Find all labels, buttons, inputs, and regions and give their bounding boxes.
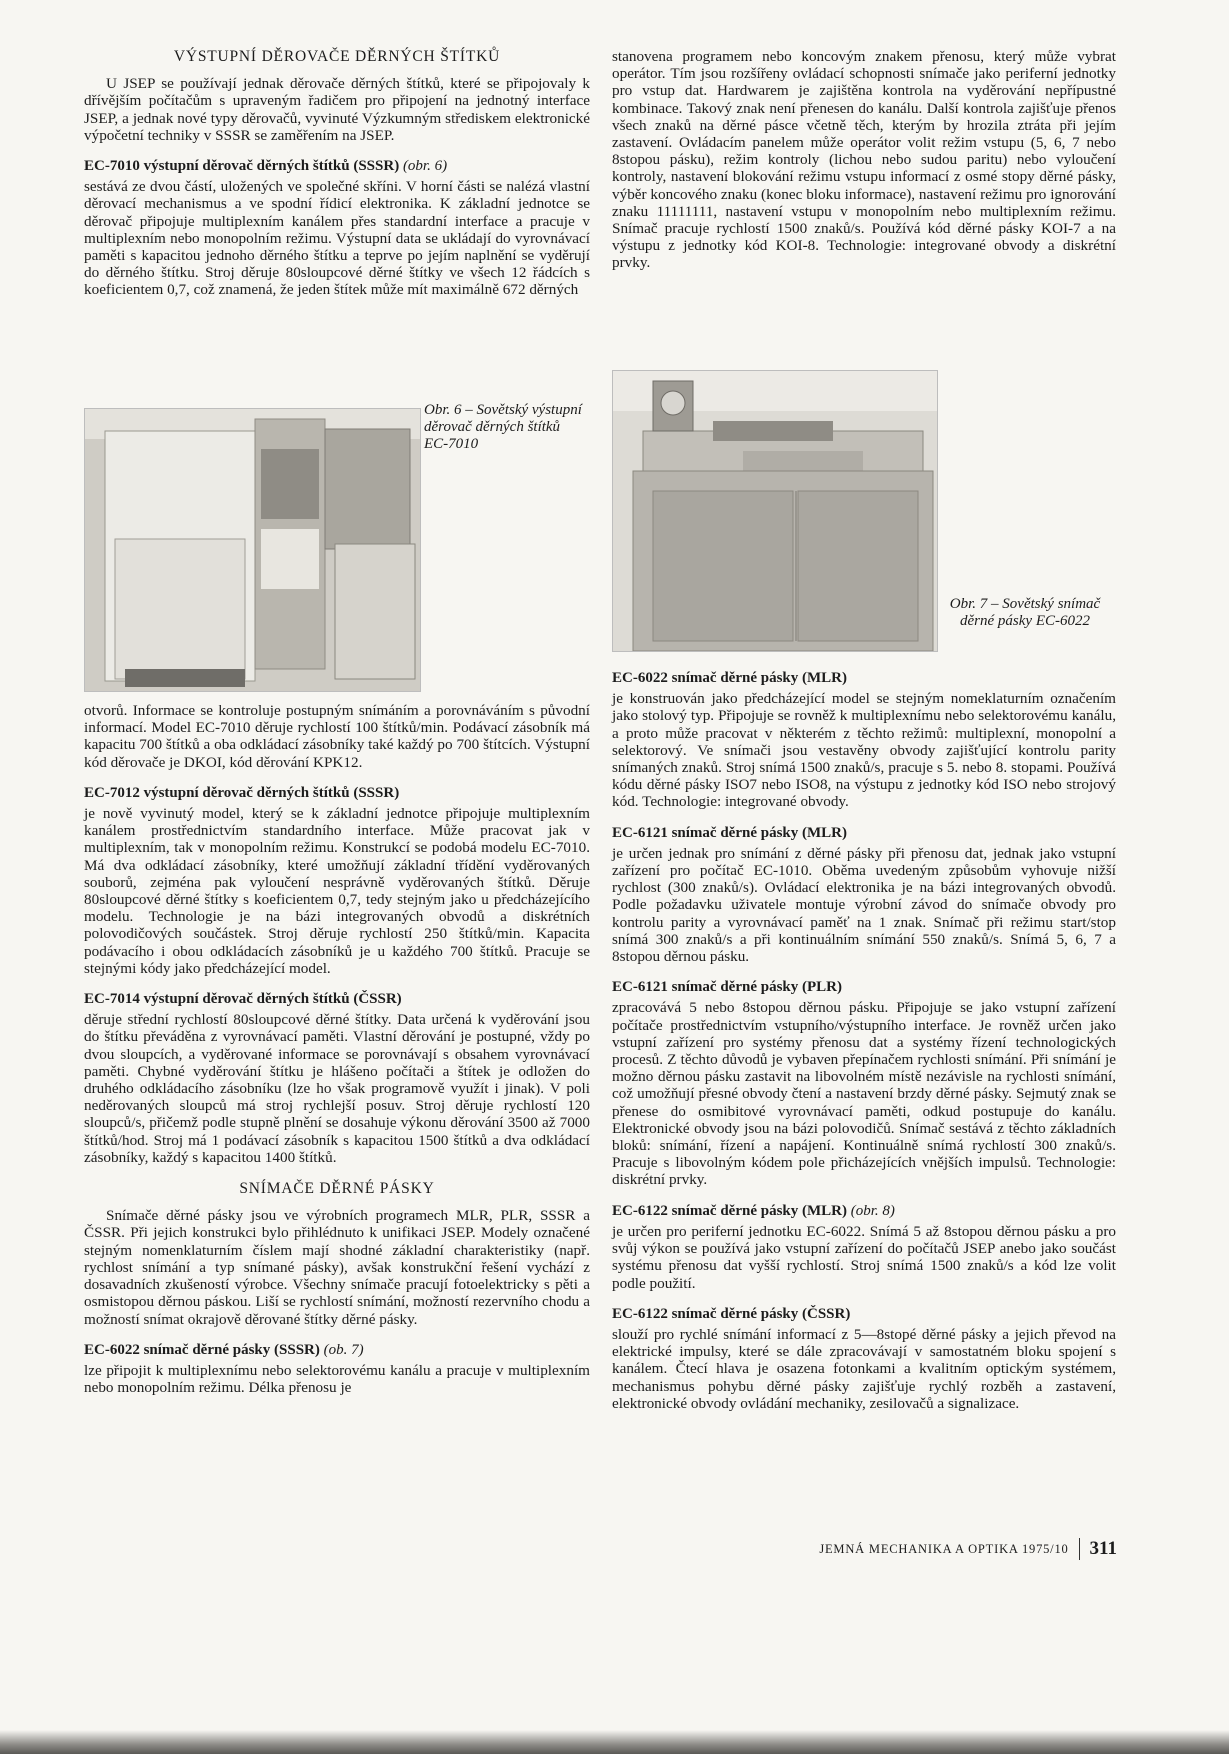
heading-ec7010 — [84, 158, 590, 175]
right-column-top — [612, 48, 1116, 280]
heading-ec7012: EC-7012 výstupní děrovač děrných štítků (SSSR) — [84, 784, 400, 801]
heading-ec7010-label: EC-7010 výstupní děrovač děrných štítků (SSSR) — [84, 158, 400, 175]
ec7014-paragraph: děruje střední rychlostí 80sloupcové děrné štítky. Data určená k vyděrování jsou do štítku převáděna z vyrovnávací paměti. Vlastní děrování je postupné, vždy po dvou sloupcích, a vyděrované informace se porovnávají s obsahem vyrovnávací paměti. Chybné vyděrování štítku je hlášeno počítači a štítek je odložen do druhého odkládacího zásobníku (lze ho však programově využít i jinak). V poli neděrovaných sloupců má stroj rychlejší posuv. Stroj děruje rychlostí 120 sloupců/s, přičemž podle stupně plnění se dosahuje výkonu děrování 3500 až 7000 štítků/hod. Stroj má 1 podávací zásobník s kapacitou 1500 štítků a dva odkládací zásobníky, každý s kapacitou 1400 štítků. — [84, 1011, 590, 1166]
page-number: 311 — [1089, 1538, 1117, 1559]
left-column-bottom — [84, 702, 590, 1404]
heading-ec6022-sssr-ref: (ob. 7) — [323, 1341, 364, 1358]
heading-ec6121-mlr: EC-6121 snímač děrné pásky (MLR) — [612, 824, 847, 841]
ec7010-paragraph: sestává ze dvou částí, uložených ve společné skříni. V horní části se nalézá vlastní děrovací mechanismus a ve spodní řídicí elektronika. K základní jednotce se děrovač připojuje multiplexním kanálem přes standardní interface a pracuje v multiplexním nebo monopolním režimu. Výstupní data se ukládají do vyrovnávací paměti s kapacitou jednoho děrného štítku a teprve po jejím naplnění se vyděrují do děrného štítku. Stroj děruje 80sloupcové děrné štítky ve všech 12 řádcích s koeficientem 0,7, což znamená, že jeden štítek může mít maximálně 672 děrných — [84, 178, 590, 299]
heading-ec6022-sssr-label: EC-6022 snímač děrné pásky (SSSR) — [84, 1341, 320, 1358]
tape-readers-intro: Snímače děrné pásky jsou ve výrobních programech MLR, PLR, SSSR a ČSSR. Při jejich konstrukci bylo přihlédnuto k unifikaci JSEP. Modely označené stejným nomenklaturním číslem mají shodné základní charakteristiky (např. rychlost snímání a typ snímané pásky), avšak konstrukční řešení vychází z dosavadních zkušeností výrobce. Všechny snímače pracují fotoelektricky s pěti a osmistopou děrnou páskou. Liší se rychlostí snímání, možností rezervního chodu a možností snímat okrajově děrované štítky děrné pásky. — [84, 1207, 590, 1328]
card-punch-illustration — [85, 409, 420, 691]
section-title-tape-readers: SNÍMAČE DĚRNÉ PÁSKY — [239, 1180, 435, 1198]
figure-7-caption: Obr. 7 – Sovětský snímač děrné pásky EC-6022 — [949, 596, 1101, 629]
tape-reader-illustration — [613, 371, 937, 651]
journal-name: JEMNÁ MECHANIKA A OPTIKA 1975/10 — [819, 1541, 1069, 1556]
ec7010-continued: otvorů. Informace se kontroluje postupným snímáním a porovnáváním s původní informací. Model EC-7010 děruje rychlostí 100 štítků/min. Podávací zásobník má kapacitu 700 štítků a oba odkládací zásobníky také každý po 700 štítcích. Výstupní kód děrovače je DKOI, kód děrování KPK12. — [84, 702, 590, 771]
figure-7-photo — [612, 370, 938, 652]
figure-6-photo — [84, 408, 421, 692]
left-column-top — [84, 48, 590, 307]
ec6122-mlr-paragraph: je určen pro periferní jednotku EC-6022. Snímá 5 až 8stopou děrnou pásku a pro svůj výkon se používá jako vstupní zařízení do počítačů JSEP anebo jako součást systému přenosu dat vyšší rychlostí. Stroj snímá 1500 znaků/s a kód lze volit podle použití. — [612, 1222, 1116, 1292]
page-footer — [819, 1538, 1117, 1560]
heading-ec6122-mlr — [612, 1203, 1116, 1220]
ec6022-mlr-paragraph: je konstruován jako předcházející model se stejným nomeklaturním označením jako stolový typ. Připojuje se rovněž k multiplexnímu nebo selektorovému kanálu, a proto může pracovat v některém z těchto režimů: multiplexní, monopolní a selektorový. Ve snímači jsou vestavěny obvody zajišťující kontrolu parity snímaných znaků. Stroj snímá 1500 znaků/s, pracuje s 5. nebo 8. stopami. Používá kódu děrné pásky ISO7 nebo ISO8, na výstupu z jednotky kód ISO nebo strojový kód. Technologie: integrované obvody. — [612, 690, 1116, 811]
ec6022-sssr-continued: stanovena programem nebo koncovým znakem přenosu, který může vybrat operátor. Tím jsou rozšířeny ovládací schopnosti snímače jako periferní jednotky pro vstup dat. Hardwarem je zajištěna kontrola na vyděrování nepřípustné kombinace. Takový znak není přenesen do kanálu. Další kontrola zajišťuje přenos všech znaků na děrné pásce včetně těch, kterým by hrozila ztráta při jejím zastavení. Ovládacím panelem může operátor volit režim vstupu (5, 6, 7 nebo 8stopou pásku), režim kontroly (lichou nebo sudou paritu) nebo vyloučení kontroly, nastavení blokování režimu vstupu informací z osmé stopy děrné pásky, výběr koncového znaku (konec bloku informace), nastavení režimu pro ignorování znaku 11111111, nastavení vstupu v monopolním nebo multiplexním režimu. Snímač pracuje rychlostí 1500 znaků/s. Používá kód děrné pásky KOI-7 a na výstupu z jednotky kód KOI-8. Technologie: integrované obvody a diskrétní prvky. — [612, 48, 1116, 272]
ec7012-paragraph: je nově vyvinutý model, který se k základní jednotce připojuje multiplexním kanálem prostřednictvím standardního interface. Může pracovat jak v multiplexním, tak v monopolním režimu. Konstrukcí se podobá modelu EC-7010. Má dva odkládací zásobníky, které umožňují základní třídění vyděrovaných souborů, zejména pak vyloučení nesprávně vyděrovaných štítků. Děruje 80sloupcové děrné štítky s koeficientem 0,7, tedy stejným jako u předcházejícího modelu. Technologie je na bázi integrovaných obvodů a diskrétních polovodičových součástek. Stroj děruje rychlostí 250 štítků/min. Kapacita podávacího i obou odkládacích zásobníků je u každého 700 štítků. Pracuje se stejnými kódy jako předcházející model. — [84, 805, 590, 977]
ec6121-mlr-paragraph: je určen jednak pro snímání z děrné pásky při přenosu dat, jednak jako vstupní zařízení pro počítač EC-1010. Oběma uvedeným způsobům vyhovuje nižší rychlost (300 znaků/s). Ovládací elektronika je na bázi integrovaných obvodů. Podle požadavku uživatele montuje výrobní závod do snímače obvody pro kontrolu parity a vyrovnávací paměť na 1 znak. Snímač při režimu start/stop snímá 300 znaků/s a při kontinuálním snímání 550 znaků/s. Snímá 5, 6, 7 a 8stopou děrnou pásku. — [612, 844, 1116, 966]
heading-ec6121-plr: EC-6121 snímač děrné pásky (PLR) — [612, 979, 843, 996]
ec6122-cssr-paragraph: slouží pro rychlé snímání informací z 5—8stopé děrné pásky a jejich převod na elektrické impulsy, které se dále zpracovávají v samostatném bloku spojení s kanálem. Čtecí hlava je osazena fotonkami a kvalitním optickým systémem, mechanismus pohybu děrné pásky zajišťuje rychlý rozběh a zastavení, elektronické obvody ovládání mechaniky, zesilovačů a signalizace. — [612, 1325, 1116, 1412]
heading-ec6022-mlr: EC-6022 snímač děrné pásky (MLR) — [612, 670, 847, 686]
ec6121-plr-paragraph: zpracovává 5 nebo 8stopou děrnou pásku. Připojuje se jako vstupní zařízení počítače prostřednictvím vstupního/výstupního interface. Je rovněž určen jako vstupní zařízení pro systémy přenosu dat a systémy řízení technologických procesů. Z těchto důvodů je vybaven přepínačem rychlosti snímání. Při snímání je možno děrnou pásku zastavit na libovolném místě nezávisle na rychlosti snímání, což umožňují přesné obvody čtení a nastavení brzdy děrné pásky. Sejmutý znak se přenese do osmibitové vyrovnávací paměti, odkud postupuje do kanálu. Elektronické obvody jsou na bázi polovodičů. Snímač sestává z těchto základních bloků: snímání, řízení a napájení. Kontinuálně snímá rychlostí 300 znaků/s. Pracuje s libovolným kódem pole přicházejících vnějších impulsů. Technologie: diskrétní prvky. — [612, 999, 1116, 1189]
heading-ec6122-cssr: EC-6122 snímač děrné pásky (ČSSR) — [612, 1305, 851, 1322]
figure-6-caption: Obr. 6 – Sovětský výstupní děrovač děrných štítků EC-7010 — [424, 402, 582, 452]
heading-ec6122-mlr-label: EC-6122 snímač děrné pásky (MLR) — [612, 1202, 847, 1219]
scan-edge-shadow — [0, 1730, 1229, 1754]
footer-divider — [1079, 1538, 1080, 1560]
section-title-punches: VÝSTUPNÍ DĚROVAČE DĚRNÝCH ŠTÍTKŮ — [173, 48, 501, 65]
heading-ec7014: EC-7014 výstupní děrovač děrných štítků (ČSSR) — [84, 991, 402, 1008]
ec6022-sssr-paragraph: lze připojit k multiplexnímu nebo selektorovému kanálu a pracuje v multiplexním nebo monopolním režimu. Délka přenosu je — [84, 1361, 590, 1397]
right-column-bottom — [612, 670, 1116, 1420]
intro-paragraph: U JSEP se používají jednak děrovače děrných štítků, které se připojovaly k dřívějším počítačům s upraveným řadičem pro připojení na jednotný interface JSEP, a jednak nové typy děrovačů, vyvinuté Výzkumným střediskem elektronické výpočetní techniky v SSSR se zaměřením na JSEP. — [84, 75, 590, 144]
heading-ec7010-ref: (obr. 6) — [402, 158, 448, 175]
heading-ec6122-mlr-ref: (obr. 8) — [850, 1202, 895, 1219]
heading-ec6022-sssr — [84, 1342, 590, 1359]
